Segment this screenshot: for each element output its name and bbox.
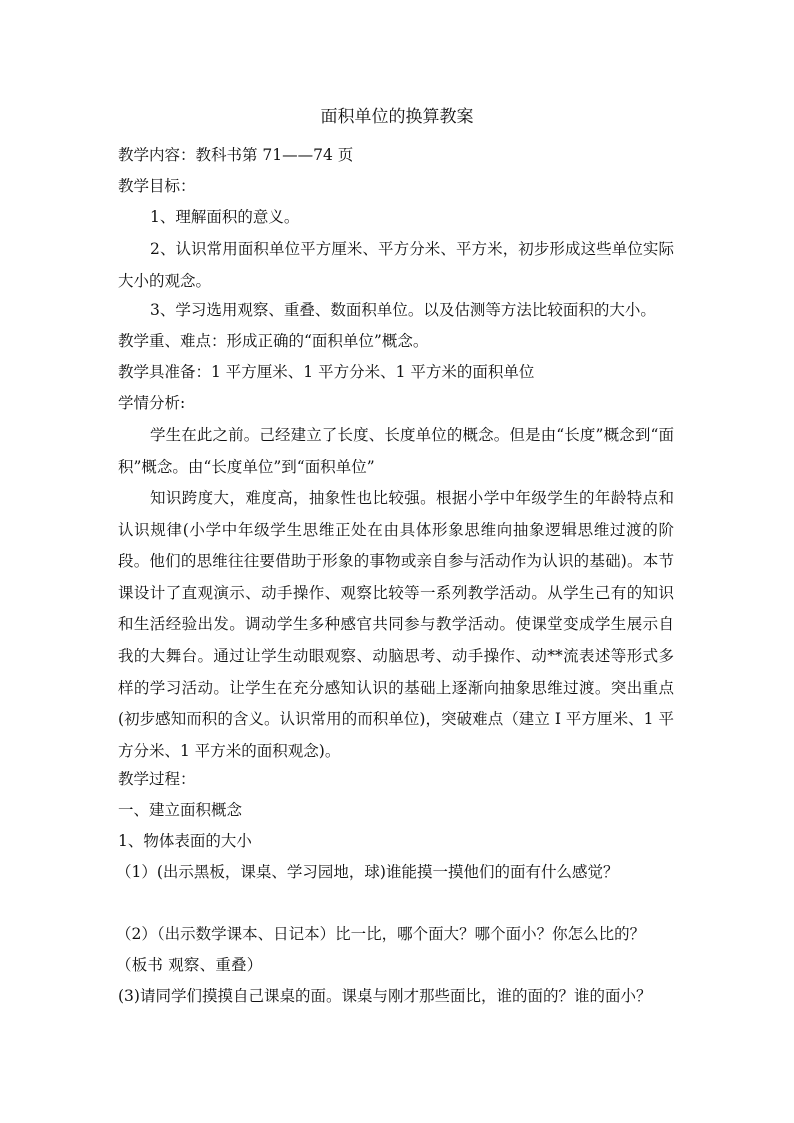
process-heading: 教学过程： (118, 770, 196, 788)
analysis-paragraph-2: 知识跨度大，难度高，抽象性也比较强。根据小学中年级学生的年龄特点和认识规律(小学中年级学生思维正处在由具体形象思维向抽象逻辑思维过渡的阶段。他们的思维往往要借助于形象的事物或亲自参与活动作为认识的基础)。本节课设计了直观演示、动手操作、观察比较等一系列教学活动。从学生己有的知识和生活经验出发。调动学生多种感官共同参与教学活动。使课堂变成学生展示自我的大舞台。通过让学生动眼观察、动脑思考、动手操作、动**流表述等形式多样的学习活动。让学生在充分感知认识的基础上逐渐向抽象思维过渡。突出重点 (初步感知而积的含义。认识常用的而积单位)，突破难点（建立 I 平方厘米、1 平方分米、1 平方米的面积观念)。 (118, 489, 674, 760)
analysis-paragraph-1: 学生在此之前。己经建立了长度、长度单位的概念。但是由“长度”概念到“面积”概念。由“长度单位”到“面积单位” (118, 426, 674, 476)
section-heading-1: 一、建立面积概念 (118, 801, 243, 819)
goal-item-2: 2、认识常用面积单位平方厘米、平方分米、平方米，初步形成这些单位实际大小的观念。 (118, 240, 674, 290)
step-item-1: （1）(出示黑板，课桌、学习园地，球)谁能摸一摸他们的面有什么感觉？ (116, 863, 619, 881)
step-item-3: (3)请同学们摸摸自己课桌的面。课桌与刚才那些面比，谁的面的？谁的面小？ (118, 987, 652, 1005)
materials-line: 教学具准备：1 平方厘米、1 平方分米、1 平方米的面积单位 (118, 363, 535, 381)
document-title: 面积单位的换算教案 (320, 107, 474, 127)
teaching-goals-heading: 教学目标： (118, 177, 196, 195)
key-points-line: 教学重、难点：形成正确的“面积单位”概念。 (118, 332, 429, 350)
analysis-heading: 学情分析: (118, 394, 186, 412)
teaching-content-line: 教学内容：教科书第 71——74 页 (118, 146, 354, 164)
goal-item-3: 3、学习选用观察、重叠、数面积单位。以及估测等方法比较面积的大小。 (150, 301, 656, 319)
step-item-2: （2）（出示数学课本、日记本）比一比，哪个面大？哪个面小？你怎么比的？ (116, 925, 646, 943)
subsection-heading-1: 1、物体表面的大小 (118, 832, 252, 850)
board-note: （板书 观察、重叠） (116, 956, 263, 974)
goal-item-1: 1、理解面积的意义。 (150, 208, 300, 226)
